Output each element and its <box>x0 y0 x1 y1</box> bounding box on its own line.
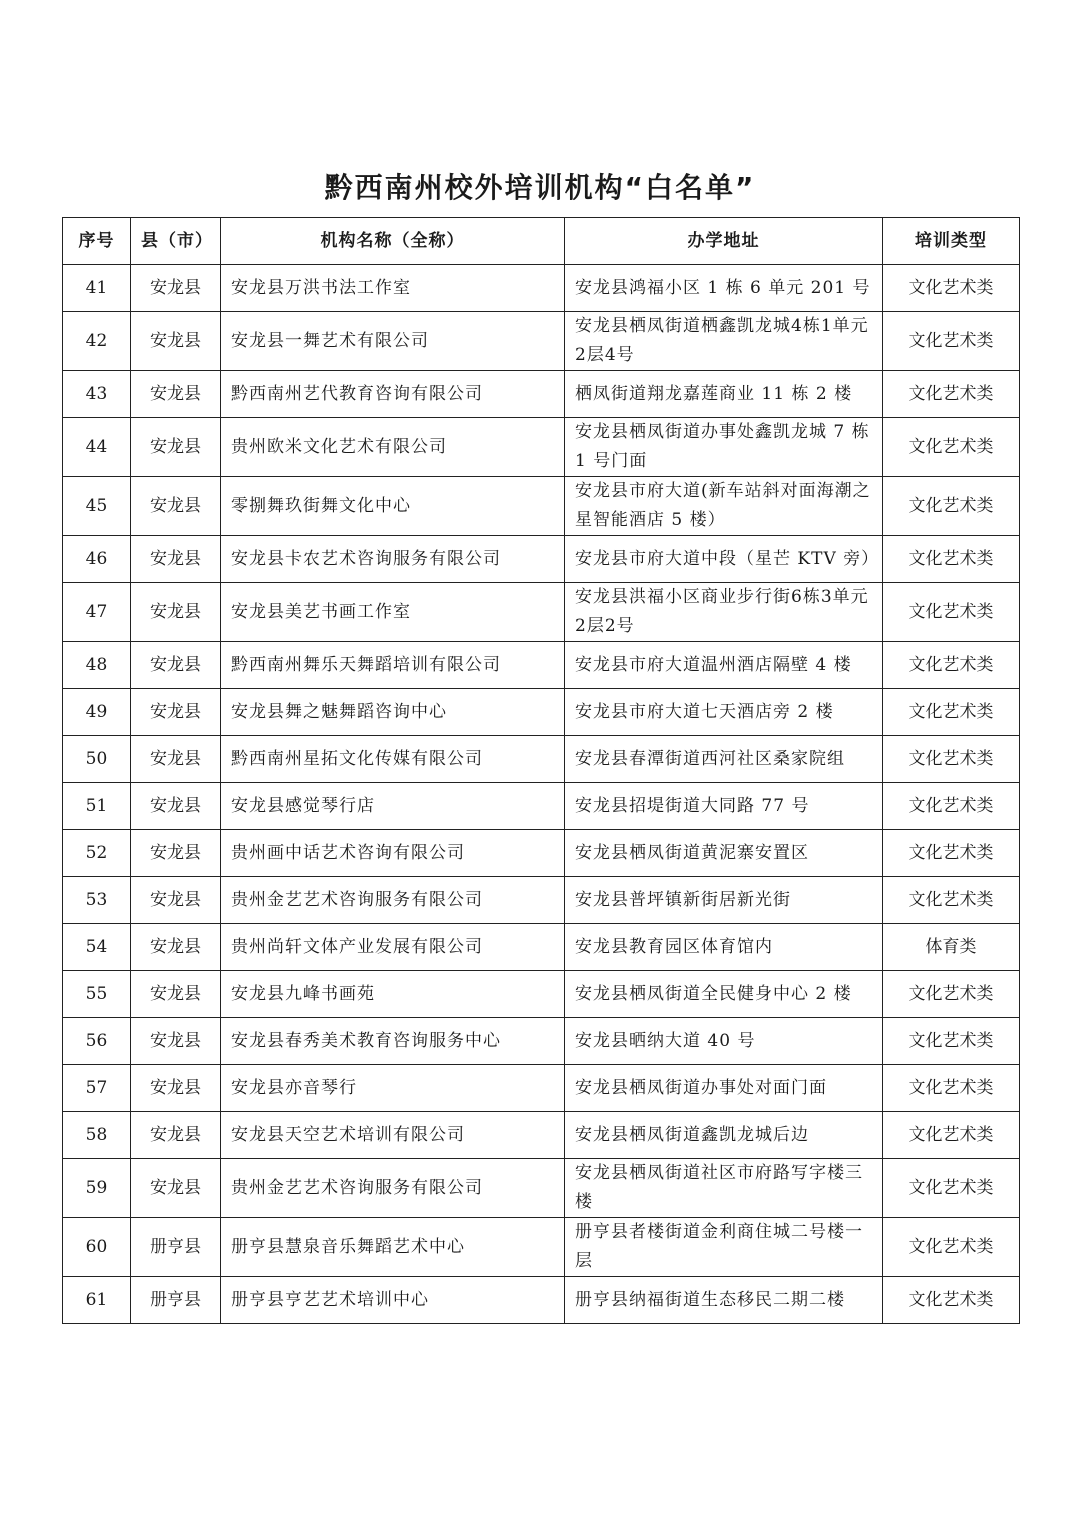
cell-county: 安龙县 <box>131 536 221 583</box>
cell-training-type: 文化艺术类 <box>883 971 1020 1018</box>
cell-address: 安龙县栖凤街道黄泥寨安置区 <box>565 830 883 877</box>
cell-training-type: 文化艺术类 <box>883 736 1020 783</box>
cell-county: 安龙县 <box>131 924 221 971</box>
cell-county: 安龙县 <box>131 1112 221 1159</box>
cell-address: 安龙县教育园区体育馆内 <box>565 924 883 971</box>
cell-training-type: 文化艺术类 <box>883 265 1020 312</box>
table-row <box>63 418 1020 477</box>
cell-training-type: 文化艺术类 <box>883 1159 1020 1218</box>
cell-institution-name: 零捌舞玖街舞文化中心 <box>221 477 565 536</box>
cell-address: 安龙县市府大道(新车站斜对面海潮之星智能酒店 5 楼） <box>565 477 883 536</box>
table-row <box>63 583 1020 642</box>
cell-institution-name: 册亨县慧泉音乐舞蹈艺术中心 <box>221 1218 565 1277</box>
table-header-row <box>63 218 1020 265</box>
cell-county: 安龙县 <box>131 689 221 736</box>
cell-serial-number: 52 <box>63 830 131 877</box>
table-row <box>63 536 1020 583</box>
cell-county: 安龙县 <box>131 265 221 312</box>
cell-institution-name: 贵州画中话艺术咨询有限公司 <box>221 830 565 877</box>
table-row <box>63 312 1020 371</box>
table-row <box>63 1112 1020 1159</box>
cell-county: 安龙县 <box>131 830 221 877</box>
cell-address: 安龙县栖凤街道社区市府路写字楼三楼 <box>565 1159 883 1218</box>
cell-address: 安龙县招堤街道大同路 77 号 <box>565 783 883 830</box>
cell-serial-number: 49 <box>63 689 131 736</box>
cell-institution-name: 贵州金艺艺术咨询服务有限公司 <box>221 1159 565 1218</box>
cell-serial-number: 56 <box>63 1018 131 1065</box>
cell-address: 安龙县普坪镇新街居新光街 <box>565 877 883 924</box>
cell-address: 安龙县市府大道七天酒店旁 2 楼 <box>565 689 883 736</box>
table-row <box>63 830 1020 877</box>
cell-training-type: 文化艺术类 <box>883 642 1020 689</box>
cell-county: 安龙县 <box>131 971 221 1018</box>
cell-training-type: 文化艺术类 <box>883 1018 1020 1065</box>
cell-county: 安龙县 <box>131 371 221 418</box>
cell-institution-name: 贵州尚轩文体产业发展有限公司 <box>221 924 565 971</box>
table-row <box>63 1277 1020 1324</box>
cell-serial-number: 47 <box>63 583 131 642</box>
cell-institution-name: 安龙县感觉琴行店 <box>221 783 565 830</box>
table-body <box>63 265 1020 1324</box>
cell-address: 安龙县洪福小区商业步行街6栋3单元2层2号 <box>565 583 883 642</box>
cell-institution-name: 贵州欧米文化艺术有限公司 <box>221 418 565 477</box>
cell-county: 册亨县 <box>131 1218 221 1277</box>
cell-serial-number: 48 <box>63 642 131 689</box>
table-row <box>63 1065 1020 1112</box>
cell-training-type: 文化艺术类 <box>883 312 1020 371</box>
header-training-type: 培训类型 <box>883 218 1020 265</box>
cell-training-type: 文化艺术类 <box>883 830 1020 877</box>
cell-address: 安龙县栖凤街道办事处鑫凯龙城 7 栋 1 号门面 <box>565 418 883 477</box>
cell-county: 安龙县 <box>131 418 221 477</box>
cell-serial-number: 53 <box>63 877 131 924</box>
cell-serial-number: 43 <box>63 371 131 418</box>
cell-training-type: 体育类 <box>883 924 1020 971</box>
header-address: 办学地址 <box>565 218 883 265</box>
table-row <box>63 924 1020 971</box>
cell-county: 安龙县 <box>131 1159 221 1218</box>
cell-address: 安龙县晒纳大道 40 号 <box>565 1018 883 1065</box>
cell-county: 册亨县 <box>131 1277 221 1324</box>
cell-serial-number: 58 <box>63 1112 131 1159</box>
cell-address: 册亨县者楼街道金利商住城二号楼一层 <box>565 1218 883 1277</box>
cell-training-type: 文化艺术类 <box>883 418 1020 477</box>
table-row <box>63 877 1020 924</box>
cell-serial-number: 54 <box>63 924 131 971</box>
cell-serial-number: 42 <box>63 312 131 371</box>
cell-institution-name: 安龙县舞之魅舞蹈咨询中心 <box>221 689 565 736</box>
cell-training-type: 文化艺术类 <box>883 1218 1020 1277</box>
cell-address: 安龙县鸿福小区 1 栋 6 单元 201 号 <box>565 265 883 312</box>
header-institution-name: 机构名称（全称） <box>221 218 565 265</box>
cell-address: 栖凤街道翔龙嘉莲商业 11 栋 2 楼 <box>565 371 883 418</box>
header-county: 县（市） <box>131 218 221 265</box>
cell-serial-number: 61 <box>63 1277 131 1324</box>
cell-training-type: 文化艺术类 <box>883 1065 1020 1112</box>
table-row <box>63 971 1020 1018</box>
document-title: 黔西南州校外培训机构“白名单” <box>324 171 756 204</box>
cell-training-type: 文化艺术类 <box>883 583 1020 642</box>
table-row <box>63 689 1020 736</box>
cell-address: 安龙县市府大道中段（星芒 KTV 旁） <box>565 536 883 583</box>
cell-serial-number: 46 <box>63 536 131 583</box>
cell-serial-number: 55 <box>63 971 131 1018</box>
cell-county: 安龙县 <box>131 312 221 371</box>
cell-address: 安龙县栖凤街道栖鑫凯龙城4栋1单元2层4号 <box>565 312 883 371</box>
cell-training-type: 文化艺术类 <box>883 536 1020 583</box>
table-row <box>63 1218 1020 1277</box>
cell-county: 安龙县 <box>131 1018 221 1065</box>
cell-county: 安龙县 <box>131 783 221 830</box>
cell-serial-number: 51 <box>63 783 131 830</box>
cell-county: 安龙县 <box>131 642 221 689</box>
cell-institution-name: 安龙县万洪书法工作室 <box>221 265 565 312</box>
table-row <box>63 371 1020 418</box>
cell-institution-name: 安龙县美艺书画工作室 <box>221 583 565 642</box>
cell-institution-name: 册亨县亨艺艺术培训中心 <box>221 1277 565 1324</box>
cell-institution-name: 贵州金艺艺术咨询服务有限公司 <box>221 877 565 924</box>
table-row <box>63 1159 1020 1218</box>
cell-institution-name: 安龙县一舞艺术有限公司 <box>221 312 565 371</box>
cell-address: 安龙县春潭街道西河社区桑家院组 <box>565 736 883 783</box>
cell-institution-name: 黔西南州星拓文化传媒有限公司 <box>221 736 565 783</box>
cell-serial-number: 50 <box>63 736 131 783</box>
table-row <box>63 265 1020 312</box>
table-row <box>63 736 1020 783</box>
cell-training-type: 文化艺术类 <box>883 477 1020 536</box>
cell-address: 安龙县栖凤街道鑫凯龙城后边 <box>565 1112 883 1159</box>
cell-serial-number: 41 <box>63 265 131 312</box>
whitelist-table <box>62 217 1020 1324</box>
cell-address: 安龙县栖凤街道全民健身中心 2 楼 <box>565 971 883 1018</box>
table-row <box>63 783 1020 830</box>
cell-county: 安龙县 <box>131 877 221 924</box>
cell-institution-name: 安龙县亦音琴行 <box>221 1065 565 1112</box>
cell-training-type: 文化艺术类 <box>883 1277 1020 1324</box>
cell-institution-name: 黔西南州艺代教育咨询有限公司 <box>221 371 565 418</box>
cell-serial-number: 60 <box>63 1218 131 1277</box>
cell-training-type: 文化艺术类 <box>883 783 1020 830</box>
cell-training-type: 文化艺术类 <box>883 371 1020 418</box>
cell-county: 安龙县 <box>131 477 221 536</box>
cell-county: 安龙县 <box>131 583 221 642</box>
cell-training-type: 文化艺术类 <box>883 689 1020 736</box>
cell-county: 安龙县 <box>131 1065 221 1112</box>
cell-institution-name: 安龙县春秀美术教育咨询服务中心 <box>221 1018 565 1065</box>
table-row <box>63 1018 1020 1065</box>
cell-institution-name: 安龙县卡农艺术咨询服务有限公司 <box>221 536 565 583</box>
cell-serial-number: 44 <box>63 418 131 477</box>
cell-serial-number: 45 <box>63 477 131 536</box>
table-row <box>63 642 1020 689</box>
cell-serial-number: 59 <box>63 1159 131 1218</box>
table-row <box>63 477 1020 536</box>
cell-serial-number: 57 <box>63 1065 131 1112</box>
cell-institution-name: 安龙县九峰书画苑 <box>221 971 565 1018</box>
cell-address: 安龙县市府大道温州酒店隔壁 4 楼 <box>565 642 883 689</box>
cell-training-type: 文化艺术类 <box>883 877 1020 924</box>
cell-training-type: 文化艺术类 <box>883 1112 1020 1159</box>
cell-county: 安龙县 <box>131 736 221 783</box>
cell-address: 安龙县栖凤街道办事处对面门面 <box>565 1065 883 1112</box>
cell-institution-name: 黔西南州舞乐天舞蹈培训有限公司 <box>221 642 565 689</box>
header-serial-number: 序号 <box>63 218 131 265</box>
cell-address: 册亨县纳福街道生态移民二期二楼 <box>565 1277 883 1324</box>
cell-institution-name: 安龙县天空艺术培训有限公司 <box>221 1112 565 1159</box>
